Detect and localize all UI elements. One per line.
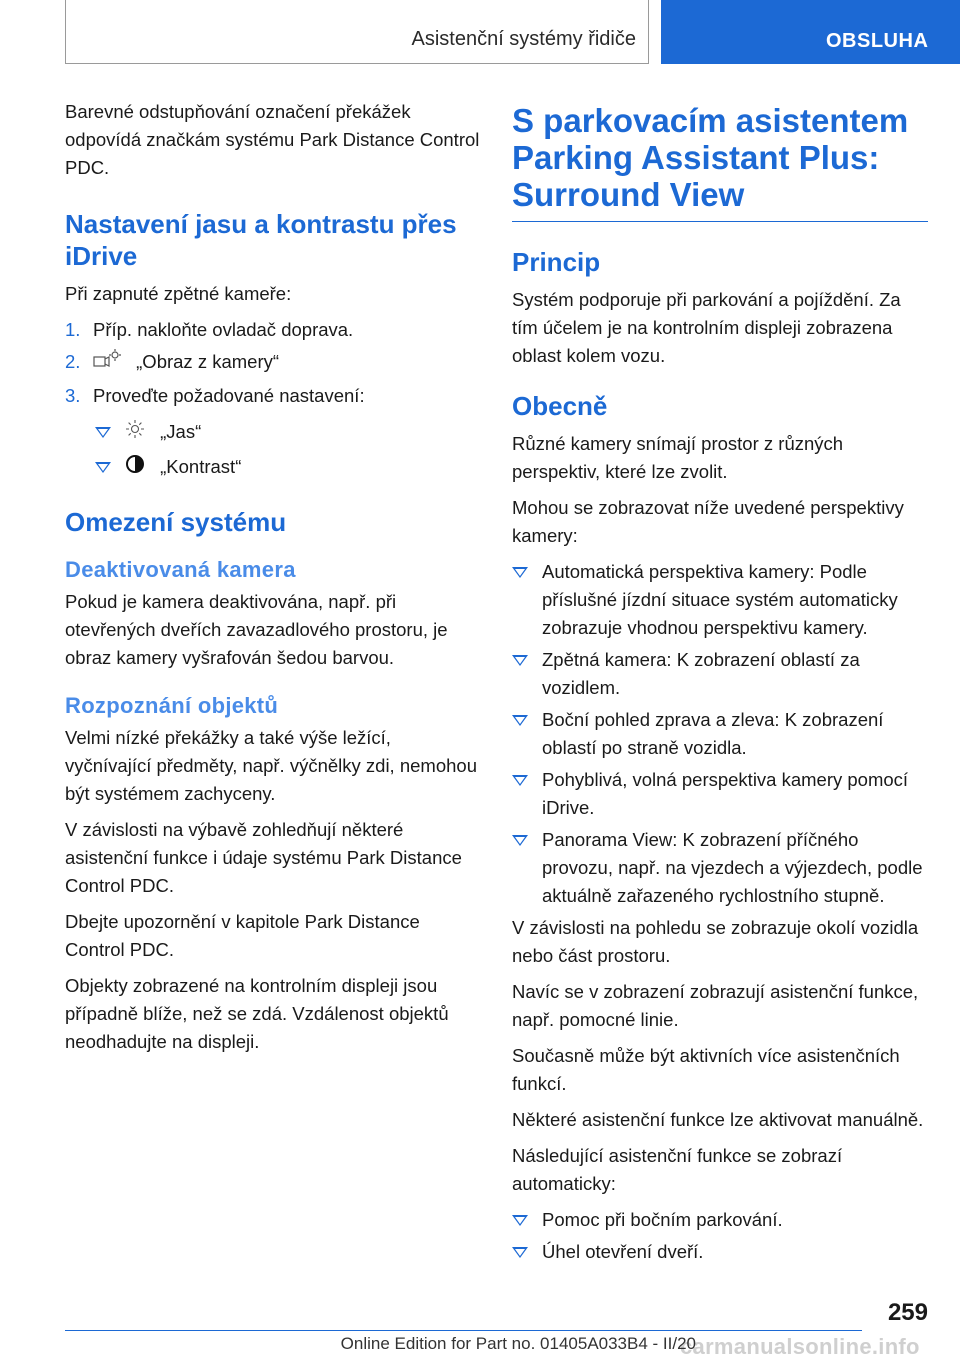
bullet-triangle-icon [95, 462, 111, 473]
steps-list [65, 316, 480, 410]
main-heading: S parkovacím asistentem Parking Assistant Plus: Surround View [512, 102, 928, 222]
contrast-icon [125, 454, 145, 482]
general-heading: Obecně [512, 391, 608, 421]
bullet-triangle-icon [512, 567, 528, 578]
list-item-text: Úhel otevření dveří. [542, 1241, 704, 1262]
page-number: 259 [887, 1299, 928, 1326]
step-item [65, 348, 480, 378]
bullet-triangle-icon [512, 1215, 528, 1226]
step-item [65, 316, 480, 344]
list-item-text: Automatická perspektiva kamery: Podle příslušné jízdní situace systém automaticky zobrazuje vhodnou perspektivu kamery. [542, 561, 898, 638]
sub-option-text: „Jas“ [160, 421, 202, 443]
intro-paragraph: Barevné odstupňování označení překážek odpovídá značkám systému Park Distance Control PDC. [65, 101, 480, 178]
brightness-icon [125, 419, 145, 447]
principle-heading: Princip [512, 247, 601, 277]
left-column [65, 98, 480, 1064]
deactivated-heading: Deaktivovaná kamera [65, 557, 296, 583]
principle-text: Systém podporuje při parkování a pojíždění. Za tím účelem je na kontrolním displeji zobrazena oblast kolem vozu. [512, 289, 901, 366]
limits-heading: Omezení systému [65, 507, 287, 538]
step-number: 2. [65, 351, 81, 372]
edition-text: Online Edition for Part no. 01405A033B4 - II/20 [340, 1334, 696, 1353]
chapter-tab[interactable]: OBSLUHA [661, 0, 960, 64]
list-item-text: Boční pohled zprava a zleva: K zobrazení oblastí po straně vozidla. [542, 709, 884, 758]
bullet-triangle-icon [95, 427, 111, 438]
step-number: 1. [65, 319, 81, 340]
sub-option-text: „Kontrast“ [160, 456, 242, 478]
header-section-box [65, 0, 649, 64]
objects-paragraph: Dbejte upozornění v kapitole Park Distance Control PDC. [65, 911, 420, 961]
deactivated-text: Pokud je kamera deaktivována, např. při otevřených dveřích zavazadlového prostoru, je obraz kamery vyšrafován šedou barvou. [65, 591, 448, 669]
objects-paragraph: Objekty zobrazené na kontrolním displeji jsou případně blíže, než se zdá. Vzdálenost objektů neodhadujte na displeji. [65, 975, 449, 1053]
bullet-triangle-icon [512, 655, 528, 666]
step-text: Proveďte požadované nastavení: [93, 385, 365, 407]
camera-settings-icon [93, 348, 121, 378]
list-item [512, 706, 928, 762]
list-item [512, 646, 928, 702]
body-paragraph: Současně může být aktivních více asistenčních funkcí. [512, 1045, 900, 1094]
list-item [512, 766, 928, 822]
sub-option-contrast [65, 453, 480, 482]
body-paragraph: Navíc se v zobrazení zobrazují asistenční funkce, např. pomocné linie. [512, 981, 919, 1030]
step-number: 3. [65, 385, 81, 407]
objects-paragraph: Velmi nízké překážky a také výše ležící, vyčnívající předměty, např. výčnělky zdi, nemohou být systémem zachyceny. [65, 727, 477, 805]
right-column [512, 98, 928, 1270]
bullet-triangle-icon [512, 1247, 528, 1258]
auto-functions-list [512, 1206, 928, 1266]
list-item [512, 1206, 928, 1234]
list-item-text: Pomoc při bočním parkování. [542, 1209, 783, 1230]
body-paragraph: Některé asistenční funkce lze aktivovat manuálně. [512, 1109, 924, 1130]
body-paragraph: Následující asistenční funkce se zobrazí automaticky: [512, 1145, 843, 1194]
list-item-text: Panorama View: K zobrazení příčného provozu, např. na vjezdech a výjezdech, podle aktuálně zařazeného rychlostního stupně. [542, 829, 923, 906]
bullet-triangle-icon [512, 715, 528, 726]
sub-option-brightness [65, 418, 480, 447]
step-text: Příp. nakloňte ovladač doprava. [93, 319, 354, 340]
perspectives-list [512, 558, 928, 910]
body-paragraph: V závislosti na pohledu se zobrazuje okolí vozidla nebo část prostoru. [512, 917, 919, 966]
objects-paragraph: V závislosti na výbavě zohledňují některé asistenční funkce i údaje systému Park Distance Control PDC. [65, 819, 462, 897]
list-item-text: Pohyblivá, volná perspektiva kamery pomocí iDrive. [542, 769, 909, 818]
step-text: „Obraz z kamery“ [136, 351, 280, 372]
list-item [512, 826, 928, 910]
list-item [512, 1238, 928, 1266]
section-title: Asistenční systémy řidiče [411, 28, 636, 50]
step-item [65, 382, 480, 410]
bullet-triangle-icon [512, 775, 528, 786]
general-paragraph: Různé kamery snímají prostor z různých perspektiv, které lze zvolit. [512, 433, 844, 482]
brightness-intro: Při zapnuté zpětné kameře: [65, 283, 292, 304]
brightness-heading: Nastavení jasu a kontrastu přes iDrive [65, 209, 457, 271]
footer-divider [65, 1330, 862, 1331]
objects-heading: Rozpoznání objektů [65, 693, 279, 719]
watermark: carmanualsonline.info [680, 1334, 920, 1359]
bullet-triangle-icon [512, 835, 528, 846]
list-item [512, 558, 928, 642]
general-paragraph: Mohou se zobrazovat níže uvedené perspektivy kamery: [512, 497, 904, 546]
list-item-text: Zpětná kamera: K zobrazení oblastí za vozidlem. [542, 649, 860, 698]
